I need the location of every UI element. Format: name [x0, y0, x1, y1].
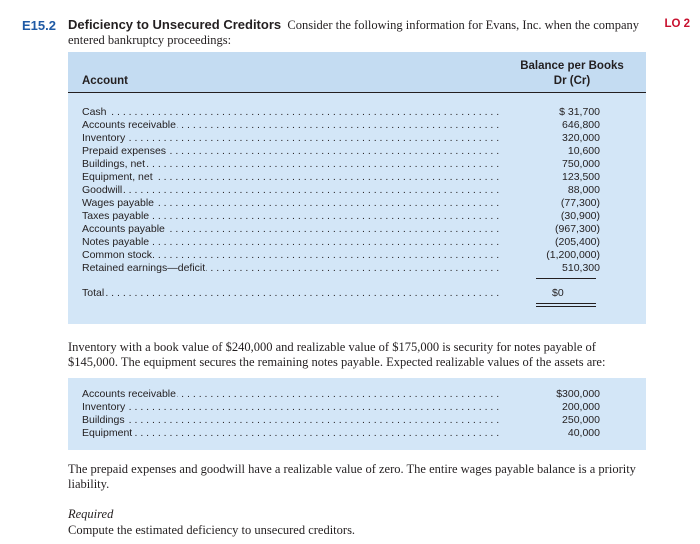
table-row — [82, 171, 642, 184]
total-label: Total — [82, 287, 105, 299]
total-value: $0 — [552, 287, 564, 299]
row-label: Inventory — [82, 132, 126, 144]
balance-table — [68, 52, 646, 324]
header-balance-line1: Balance per Books — [520, 60, 624, 72]
table-row — [82, 401, 642, 414]
paragraph-security: Inventory with a book value of $240,000 and realizable value of $175,000 is security for notes payable of $145,000. The equipment secures the remaining notes payable. Expected realizable values of the assets are: — [68, 340, 606, 369]
row-label: Common stock — [82, 249, 153, 261]
total-double-rule — [536, 303, 596, 307]
row-value: $300,000 — [556, 388, 600, 400]
header-account: Account — [82, 75, 128, 87]
row-value: (205,400) — [555, 236, 600, 248]
row-value: (30,900) — [560, 210, 600, 222]
table-row — [82, 158, 642, 171]
table-row — [82, 223, 642, 236]
row-label: Notes payable — [82, 236, 150, 248]
row-label: Buildings — [82, 414, 125, 426]
exercise-intro — [68, 17, 648, 48]
table-row — [82, 132, 642, 145]
row-value: $ 31,700 — [559, 106, 600, 118]
row-label: Cash — [82, 106, 107, 118]
exercise-number: E15.2 — [22, 18, 56, 33]
balance-table-header — [68, 52, 646, 93]
paragraph-prepaid: The prepaid expenses and goodwill have a realizable value of zero. The entire wages payable balance is a priority liability. — [68, 462, 636, 491]
learning-objective-tag: LO 2 — [664, 18, 690, 30]
row-value: 40,000 — [567, 427, 600, 439]
table-row — [82, 262, 642, 275]
table-row — [82, 414, 642, 427]
row-value: 250,000 — [562, 414, 600, 426]
table-row — [82, 236, 642, 249]
row-label: Prepaid expenses — [82, 145, 167, 157]
required-heading: Required — [68, 507, 114, 521]
row-label: Goodwill — [82, 184, 123, 196]
exercise-intro-text: Consider the following information for Evans, Inc. when the company entered bankruptcy proceedings: — [68, 18, 640, 47]
row-label: Accounts payable — [82, 223, 165, 235]
row-label: Taxes payable — [82, 210, 150, 222]
row-label: Inventory — [82, 401, 126, 413]
table-row — [82, 184, 642, 197]
table-row — [82, 249, 642, 262]
row-label: Accounts receivable — [82, 119, 176, 131]
row-value: 750,000 — [562, 158, 600, 170]
row-value: 10,600 — [567, 145, 600, 157]
total-row — [82, 287, 642, 300]
row-label: Wages payable — [82, 197, 154, 209]
table-row — [82, 106, 642, 119]
row-value: 510,300 — [562, 262, 600, 274]
row-value: 320,000 — [562, 132, 600, 144]
row-value: 88,000 — [567, 184, 600, 196]
row-value: (77,300) — [560, 197, 600, 209]
row-value: 646,800 — [562, 119, 600, 131]
required-instruction: Compute the estimated deficiency to unsecured creditors. — [68, 523, 356, 537]
row-label: Accounts receivable — [82, 388, 176, 400]
row-value: 123,500 — [562, 171, 600, 183]
header-balance-line2: Dr (Cr) — [553, 75, 591, 87]
header-balance — [502, 59, 642, 89]
row-label: Buildings, net — [82, 158, 146, 170]
subtotal-rule — [536, 278, 596, 279]
row-label: Equipment — [82, 427, 133, 439]
table-row — [82, 197, 642, 210]
table-row — [82, 119, 642, 132]
table-row — [82, 427, 642, 440]
row-label: Retained earnings—deficit — [82, 262, 206, 274]
row-value: (967,300) — [555, 223, 600, 235]
table-row — [82, 210, 642, 223]
realizable-values-table — [68, 378, 646, 450]
row-value: 200,000 — [562, 401, 600, 413]
row-label: Equipment, net — [82, 171, 153, 183]
table-row — [82, 388, 642, 401]
exercise-title: Deficiency to Unsecured Creditors — [68, 17, 282, 32]
row-value: (1,200,000) — [546, 249, 600, 261]
table-row — [82, 145, 642, 158]
